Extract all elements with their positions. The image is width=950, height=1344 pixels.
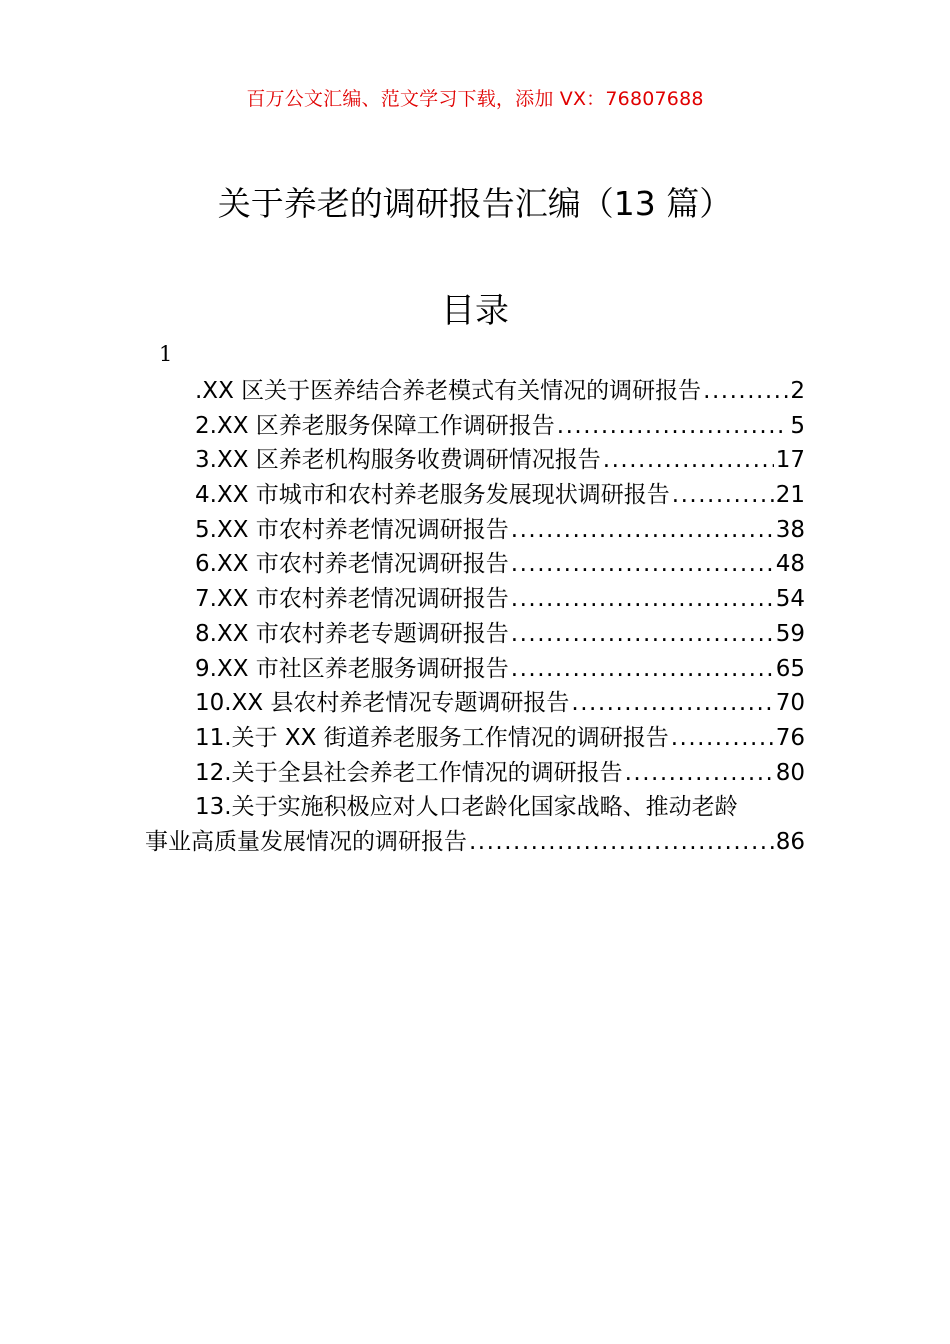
toc-item-page: 65	[775, 655, 805, 682]
table-of-contents	[145, 374, 805, 860]
toc-item[interactable]	[145, 686, 805, 721]
toc-item-label: 2.XX 区养老服务保障工作调研报告	[195, 412, 555, 439]
toc-leader-dots	[511, 617, 774, 652]
toc-item-line2	[145, 825, 805, 860]
toc-item-page: 70	[775, 690, 805, 717]
toc-item-label: 11.关于 XX 街道养老服务工作情况的调研报告	[195, 724, 669, 751]
toc-item-page: 5	[790, 412, 805, 439]
toc-item-label: 5.XX 市农村养老情况调研报告	[195, 516, 509, 543]
toc-item[interactable]	[145, 374, 805, 409]
toc-item-label: 10.XX 县农村养老情况专题调研报告	[195, 690, 570, 717]
toc-item-page: 54	[775, 586, 805, 613]
toc-item-label: 7.XX 市农村养老情况调研报告	[195, 586, 509, 613]
document-title: 关于养老的调研报告汇编（13 篇）	[217, 184, 733, 223]
toc-leader-dots	[511, 582, 774, 617]
toc-item[interactable]	[145, 582, 805, 617]
toc-leader-dots	[671, 721, 774, 756]
toc-item[interactable]	[145, 513, 805, 548]
toc-item-page: 76	[775, 724, 805, 751]
toc-item-page: 38	[775, 516, 805, 543]
toc-item-label: 9.XX 市社区养老服务调研报告	[195, 655, 509, 682]
toc-item[interactable]	[145, 443, 805, 478]
toc-item[interactable]	[145, 790, 805, 859]
toc-item-label: 12.关于全县社会养老工作情况的调研报告	[195, 759, 623, 786]
toc-item-label: 3.XX 区养老机构服务收费调研情况报告	[195, 447, 601, 474]
toc-item-label: 6.XX 市农村养老情况调研报告	[195, 551, 509, 578]
toc-item-page: 21	[775, 482, 805, 509]
toc-leader-dots	[703, 374, 788, 409]
toc-leader-dots	[511, 513, 774, 548]
toc-item[interactable]	[145, 478, 805, 513]
toc-item-page: 17	[775, 447, 805, 474]
toc-item[interactable]	[145, 617, 805, 652]
toc-item-page: 2	[790, 378, 805, 404]
toc-item-label: 8.XX 市农村养老专题调研报告	[195, 620, 509, 647]
toc-item-page: 59	[775, 620, 805, 647]
toc-leader-dots	[625, 756, 774, 791]
toc-item[interactable]	[145, 721, 805, 756]
toc-leader-dots	[571, 686, 773, 721]
toc-item-label-line2: 事业高质量发展情况的调研报告	[145, 828, 467, 855]
toc-item[interactable]	[145, 547, 805, 582]
first-item-number: 1	[159, 342, 173, 366]
toc-item-label: 4.XX 市城市和农村养老服务发展现状调研报告	[195, 482, 670, 509]
toc-leader-dots	[511, 652, 774, 687]
toc-item[interactable]	[145, 652, 805, 687]
toc-leader-dots	[469, 825, 774, 860]
toc-item[interactable]	[145, 756, 805, 791]
toc-item-label-line1: 13.关于实施积极应对人口老龄化国家战略、推动老龄	[195, 794, 738, 821]
toc-item-page: 86	[775, 828, 805, 855]
toc-item-page: 48	[775, 551, 805, 578]
toc-item-label: .XX 区关于医养结合养老模式有关情况的调研报告	[195, 378, 702, 404]
toc-item[interactable]	[145, 409, 805, 444]
promo-banner: 百万公文汇编、范文学习下载，添加 VX：76807688	[246, 88, 704, 110]
toc-leader-dots	[603, 443, 774, 478]
toc-leader-dots	[511, 547, 774, 582]
toc-leader-dots	[672, 478, 774, 513]
toc-leader-dots	[557, 409, 789, 444]
toc-item-page: 80	[775, 759, 805, 786]
toc-heading: 目录	[441, 291, 509, 331]
